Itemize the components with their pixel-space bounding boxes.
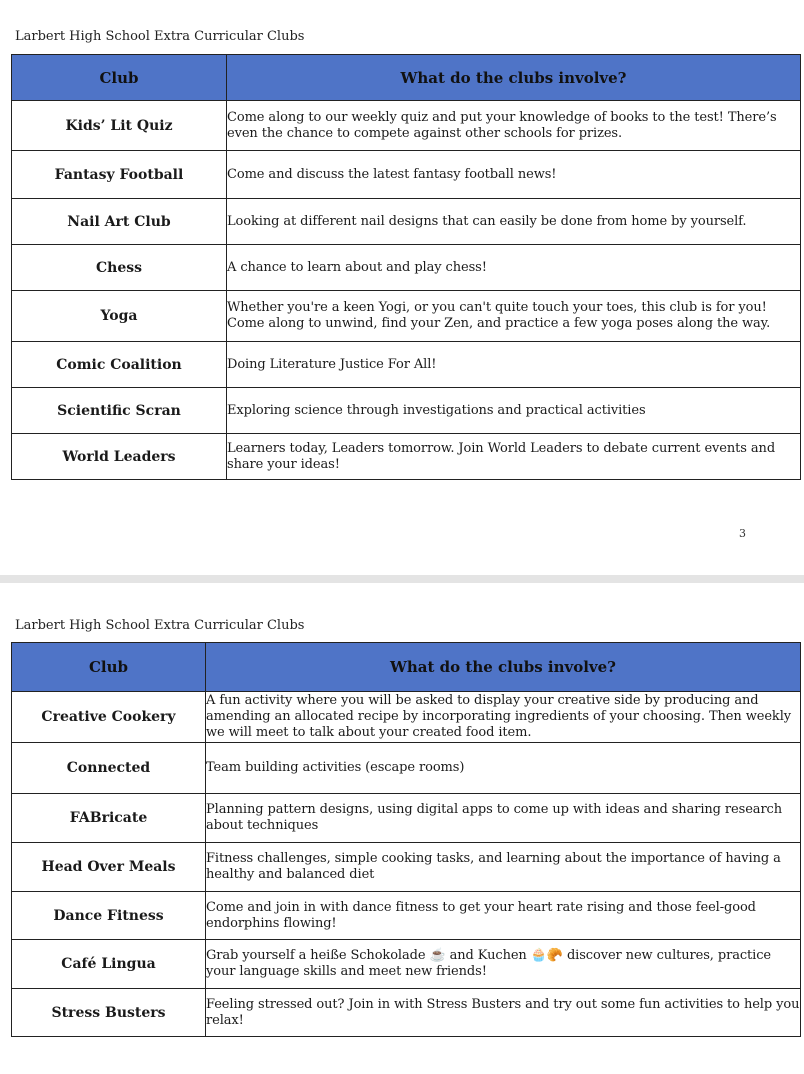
document-title: Larbert High School Extra Curricular Clubs bbox=[15, 29, 305, 44]
table-header-row bbox=[12, 643, 801, 692]
club-name: Head Over Meals bbox=[12, 843, 206, 892]
club-description: Planning pattern designs, using digital apps to come up with ideas and sharing research about techniques bbox=[206, 794, 801, 843]
club-name: Chess bbox=[12, 245, 227, 291]
club-name: Creative Cookery bbox=[12, 692, 206, 743]
table-row bbox=[12, 743, 801, 794]
club-description: Grab yourself a heiße Schokolade ☕ and Kuchen 🧁🥐 discover new cultures, practice your language skills and meet new friends! bbox=[206, 940, 801, 989]
table-row bbox=[12, 151, 801, 199]
club-description: Team building activities (escape rooms) bbox=[206, 743, 801, 794]
table-row bbox=[12, 794, 801, 843]
club-description: Feeling stressed out? Join in with Stress Busters and try out some fun activities to help you relax! bbox=[206, 989, 801, 1037]
document-title: Larbert High School Extra Curricular Clubs bbox=[15, 618, 305, 633]
table-row bbox=[12, 199, 801, 245]
table-row bbox=[12, 388, 801, 434]
column-header-club: Club bbox=[12, 643, 206, 692]
table-header-row bbox=[12, 55, 801, 101]
club-name: Comic Coalition bbox=[12, 342, 227, 388]
column-header-involve: What do the clubs involve? bbox=[206, 643, 801, 692]
club-description: Come and discuss the latest fantasy football news! bbox=[227, 151, 801, 199]
table-row bbox=[12, 101, 801, 151]
club-name: Kids’ Lit Quiz bbox=[12, 101, 227, 151]
club-name: Yoga bbox=[12, 291, 227, 342]
club-name: Connected bbox=[12, 743, 206, 794]
table-row bbox=[12, 843, 801, 892]
document-page-2 bbox=[0, 583, 804, 1074]
club-description: Fitness challenges, simple cooking tasks, and learning about the importance of having a healthy and balanced diet bbox=[206, 843, 801, 892]
club-name: Café Lingua bbox=[12, 940, 206, 989]
clubs-table bbox=[11, 642, 801, 1037]
club-name: World Leaders bbox=[12, 434, 227, 480]
club-name: Scientific Scran bbox=[12, 388, 227, 434]
table-row bbox=[12, 291, 801, 342]
table-row bbox=[12, 245, 801, 291]
club-description: Come and join in with dance fitness to get your heart rate rising and those feel-good endorphins flowing! bbox=[206, 892, 801, 940]
table-row bbox=[12, 892, 801, 940]
column-header-club: Club bbox=[12, 55, 227, 101]
club-name: Fantasy Football bbox=[12, 151, 227, 199]
column-header-involve: What do the clubs involve? bbox=[227, 55, 801, 101]
table-row bbox=[12, 989, 801, 1037]
club-description: Exploring science through investigations and practical activities bbox=[227, 388, 801, 434]
club-name: FABricate bbox=[12, 794, 206, 843]
clubs-table bbox=[11, 54, 801, 480]
club-name: Stress Busters bbox=[12, 989, 206, 1037]
page-number: 3 bbox=[739, 527, 746, 540]
club-description: Come along to our weekly quiz and put your knowledge of books to the test! There’s even the chance to compete against other schools for prizes. bbox=[227, 101, 801, 151]
club-description: Doing Literature Justice For All! bbox=[227, 342, 801, 388]
club-description: Learners today, Leaders tomorrow. Join World Leaders to debate current events and share your ideas! bbox=[227, 434, 801, 480]
table-row bbox=[12, 434, 801, 480]
page-separator bbox=[0, 575, 804, 583]
table-row bbox=[12, 342, 801, 388]
club-name: Nail Art Club bbox=[12, 199, 227, 245]
club-name: Dance Fitness bbox=[12, 892, 206, 940]
club-description: A chance to learn about and play chess! bbox=[227, 245, 801, 291]
club-description: Looking at different nail designs that can easily be done from home by yourself. bbox=[227, 199, 801, 245]
table-row bbox=[12, 692, 801, 743]
club-description: A fun activity where you will be asked to display your creative side by producing and amending an allocated recipe by incorporating ingredients of your choosing. Then weekly we will meet to talk about your created food item. bbox=[206, 692, 801, 743]
club-description: Whether you're a keen Yogi, or you can't quite touch your toes, this club is for you! Come along to unwind, find your Zen, and practice a few yoga poses along the way. bbox=[227, 291, 801, 342]
table-row bbox=[12, 940, 801, 989]
